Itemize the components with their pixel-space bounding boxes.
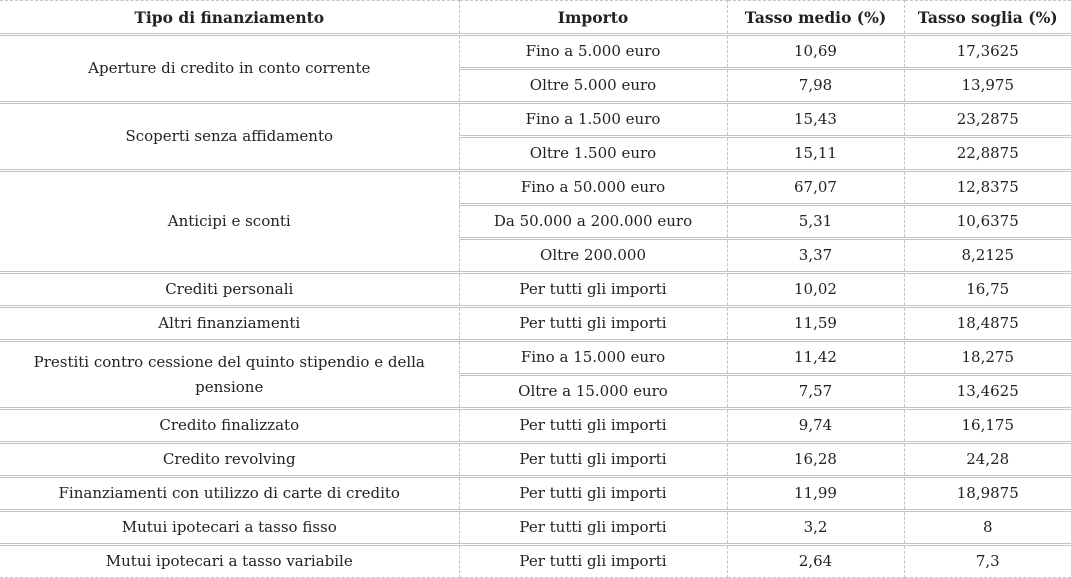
table-row	[0, 307, 1071, 341]
table-row	[0, 341, 1071, 375]
tasso-medio-cell: 9,74	[727, 409, 904, 443]
tasso-medio-cell: 15,11	[727, 137, 904, 171]
tasso-medio-cell: 10,69	[727, 35, 904, 69]
tasso-soglia-cell: 17,3625	[904, 35, 1071, 69]
tasso-medio-cell: 67,07	[727, 171, 904, 205]
tipo-cell: Mutui ipotecari a tasso fisso	[0, 511, 459, 545]
tipo-cell: Finanziamenti con utilizzo di carte di credito	[0, 477, 459, 511]
tipo-cell: Crediti personali	[0, 273, 459, 307]
tasso-medio-cell: 2,64	[727, 545, 904, 578]
tipo-cell: Altri finanziamenti	[0, 307, 459, 341]
tasso-medio-cell: 3,37	[727, 239, 904, 273]
importo-cell: Oltre a 15.000 euro	[459, 375, 727, 409]
tipo-cell: Scoperti senza affidamento	[0, 103, 459, 171]
table-row	[0, 443, 1071, 477]
table-row	[0, 273, 1071, 307]
importo-cell: Fino a 50.000 euro	[459, 171, 727, 205]
tasso-soglia-cell: 8,2125	[904, 239, 1071, 273]
importo-cell: Fino a 15.000 euro	[459, 341, 727, 375]
tasso-soglia-cell: 7,3	[904, 545, 1071, 578]
importo-cell: Fino a 1.500 euro	[459, 103, 727, 137]
importo-cell: Da 50.000 a 200.000 euro	[459, 205, 727, 239]
tasso-medio-cell: 7,98	[727, 69, 904, 103]
tasso-soglia-cell: 18,9875	[904, 477, 1071, 511]
tasso-soglia-cell: 16,75	[904, 273, 1071, 307]
table-row	[0, 103, 1071, 137]
importo-cell: Per tutti gli importi	[459, 443, 727, 477]
tasso-soglia-cell: 8	[904, 511, 1071, 545]
tasso-soglia-cell: 12,8375	[904, 171, 1071, 205]
tasso-soglia-cell: 13,975	[904, 69, 1071, 103]
table-row	[0, 511, 1071, 545]
header-tipo: Tipo di finanziamento	[0, 1, 459, 35]
importo-cell: Per tutti gli importi	[459, 511, 727, 545]
importo-cell: Per tutti gli importi	[459, 273, 727, 307]
tipo-cell: Anticipi e sconti	[0, 171, 459, 273]
table-row	[0, 171, 1071, 205]
header-tasso-soglia: Tasso soglia (%)	[904, 1, 1071, 35]
header-tasso-medio: Tasso medio (%)	[727, 1, 904, 35]
tipo-cell: Mutui ipotecari a tasso variabile	[0, 545, 459, 578]
tasso-soglia-cell: 18,4875	[904, 307, 1071, 341]
importo-cell: Fino a 5.000 euro	[459, 35, 727, 69]
table-row	[0, 545, 1071, 578]
tasso-medio-cell: 10,02	[727, 273, 904, 307]
table-row	[0, 477, 1071, 511]
tasso-medio-cell: 11,59	[727, 307, 904, 341]
tasso-medio-cell: 11,99	[727, 477, 904, 511]
tasso-medio-cell: 16,28	[727, 443, 904, 477]
tipo-cell: Credito revolving	[0, 443, 459, 477]
table-row	[0, 35, 1071, 69]
importo-cell: Oltre 200.000	[459, 239, 727, 273]
importo-cell: Per tutti gli importi	[459, 545, 727, 578]
tasso-medio-cell: 5,31	[727, 205, 904, 239]
tipo-cell: Credito finalizzato	[0, 409, 459, 443]
tasso-soglia-cell: 22,8875	[904, 137, 1071, 171]
header-row	[0, 1, 1071, 35]
importo-cell: Per tutti gli importi	[459, 307, 727, 341]
tasso-soglia-cell: 13,4625	[904, 375, 1071, 409]
tasso-soglia-cell: 24,28	[904, 443, 1071, 477]
tipo-cell: Aperture di credito in conto corrente	[0, 35, 459, 103]
tasso-soglia-cell: 18,275	[904, 341, 1071, 375]
header-importo: Importo	[459, 1, 727, 35]
importo-cell: Per tutti gli importi	[459, 477, 727, 511]
importo-cell: Per tutti gli importi	[459, 409, 727, 443]
importo-cell: Oltre 5.000 euro	[459, 69, 727, 103]
importo-cell: Oltre 1.500 euro	[459, 137, 727, 171]
tasso-medio-cell: 15,43	[727, 103, 904, 137]
tasso-medio-cell: 11,42	[727, 341, 904, 375]
tasso-soglia-cell: 23,2875	[904, 103, 1071, 137]
tipo-cell: Prestiti contro cessione del quinto stipendio e della pensione	[0, 341, 459, 409]
tasso-soglia-cell: 10,6375	[904, 205, 1071, 239]
tasso-soglia-cell: 16,175	[904, 409, 1071, 443]
tasso-medio-cell: 7,57	[727, 375, 904, 409]
table-row	[0, 409, 1071, 443]
tasso-medio-cell: 3,2	[727, 511, 904, 545]
